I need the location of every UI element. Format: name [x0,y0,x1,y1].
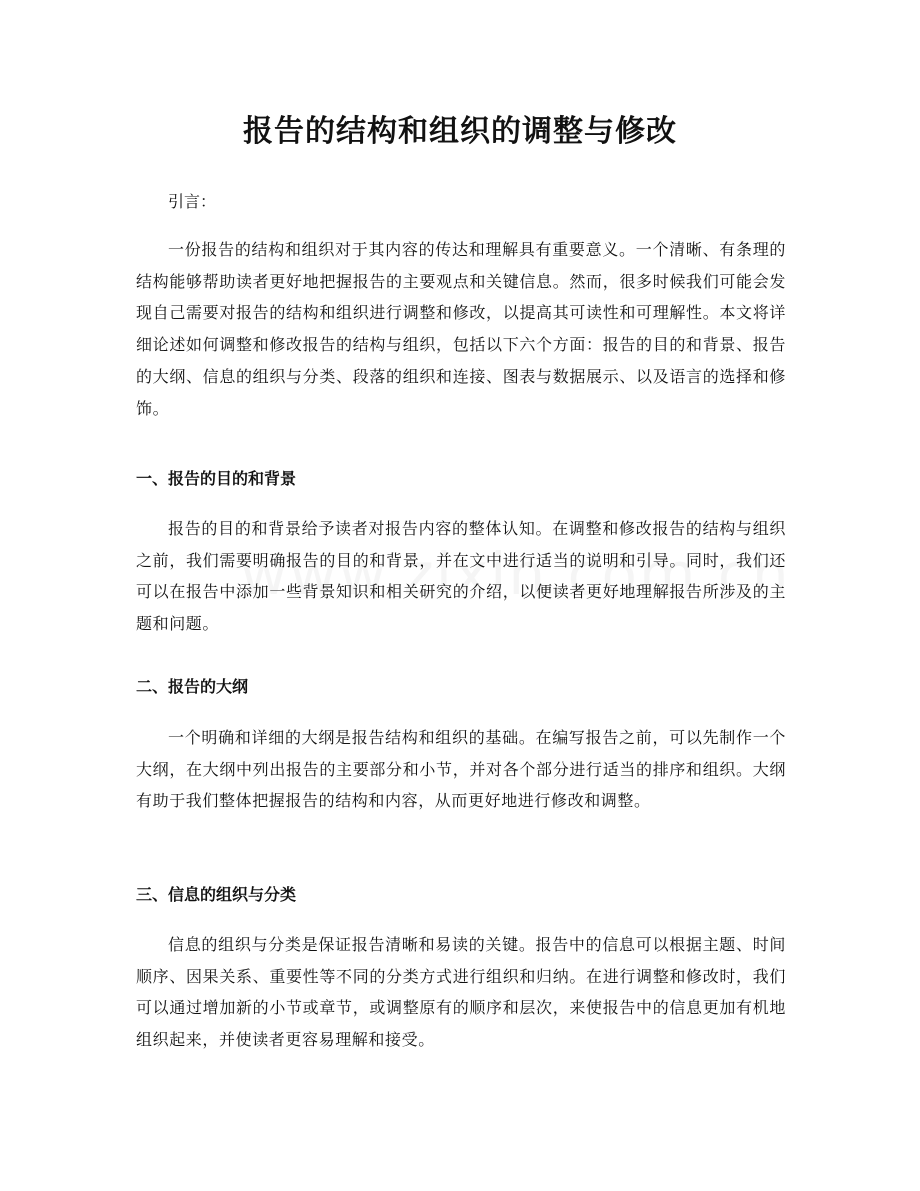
intro-paragraph: 一份报告的结构和组织对于其内容的传达和理解具有重要意义。一个清晰、有条理的结构能够帮助读者更好地把握报告的主要观点和关键信息。然而，很多时候我们可能会发现自己需要对报告的结构和组织进行调整和修改，以提高其可读性和可理解性。本文将详细论述如何调整和修改报告的结构与组织，包括以下六个方面：报告的目的和背景、报告的大纲、信息的组织与分类、段落的组织和连接、图表与数据展示、以及语言的选择和修饰。 [136,240,786,418]
section-paragraph-3: 信息的组织与分类是保证报告清晰和易读的关键。报告中的信息可以根据主题、时间顺序、因果关系、重要性等不同的分类方式进行组织和归纳。在进行调整和修改时，我们可以通过增加新的小节或章节，或调整原有的顺序和层次，来使报告中的信息更加有机地组织起来，并使读者更容易理解和接受。 [136,935,786,1050]
section-heading-3: 三、信息的组织与分类 [136,885,297,904]
section-paragraph-2: 一个明确和详细的大纲是报告结构和组织的基础。在编写报告之前，可以先制作一个大纲，在大纲中列出报告的主要部分和小节，并对各个部分进行适当的排序和组织。大纲有助于我们整体把握报告的结构和内容，从而更好地进行修改和调整。 [136,728,786,811]
section-heading-2: 二、报告的大纲 [136,677,249,696]
intro-label: 引言： [168,192,217,211]
document-title: 报告的结构和组织的调整与修改 [243,114,677,149]
section-heading-1: 一、报告的目的和背景 [136,469,297,488]
section-paragraph-1: 报告的目的和背景给予读者对报告内容的整体认知。在调整和修改报告的结构与组织之前，我们需要明确报告的目的和背景，并在文中进行适当的说明和引导。同时，我们还可以在报告中添加一些背景知识和相关研究的介绍，以便读者更好地理解报告所涉及的主题和问题。 [136,519,786,634]
